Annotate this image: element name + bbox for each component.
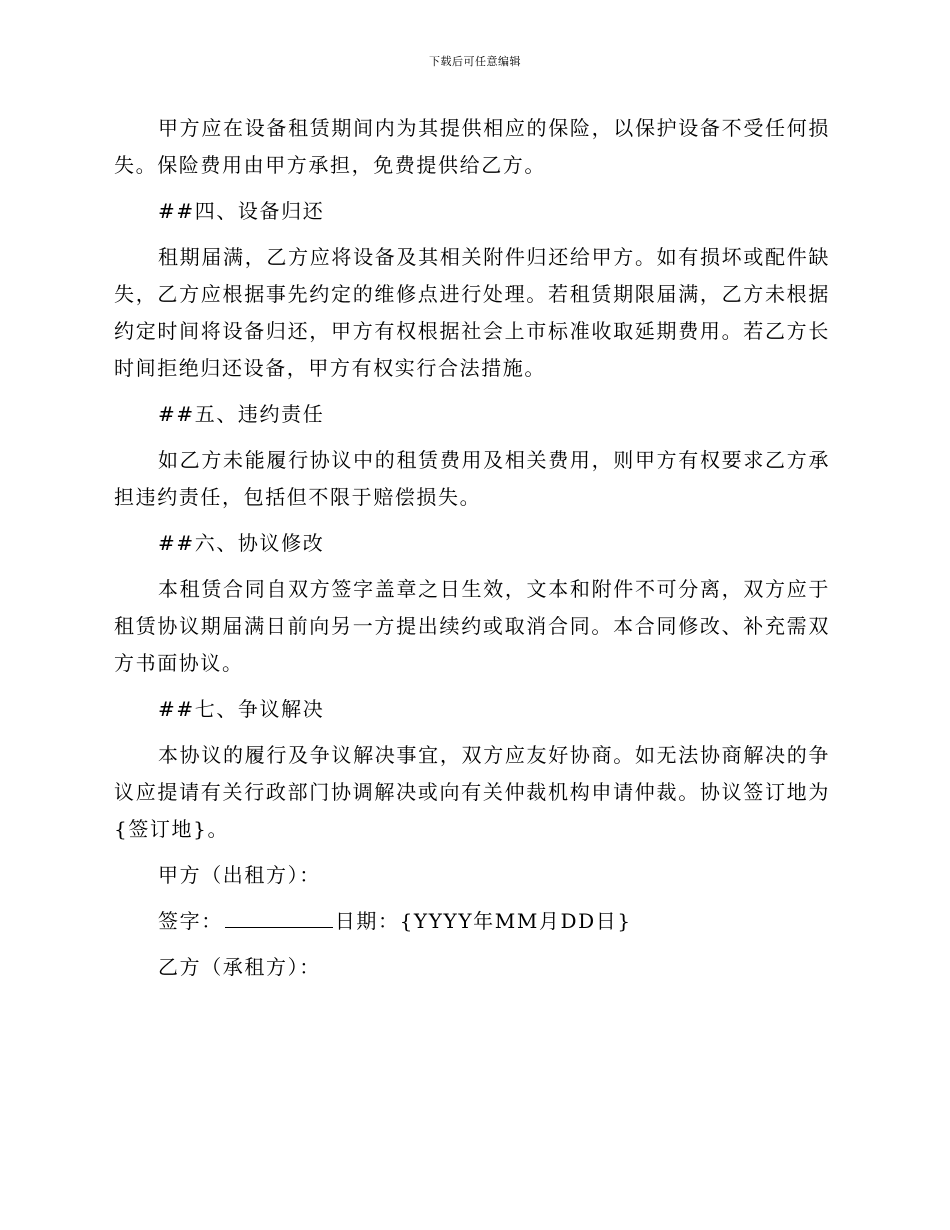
section-heading-agreement-modification: ##六、协议修改 xyxy=(158,531,325,555)
party-b-label: 乙方（承租方）： xyxy=(158,955,321,979)
section-heading-dispute-resolution: ##七、争议解决 xyxy=(158,697,325,721)
section-heading-equipment-return: ##四、设备归还 xyxy=(158,199,325,223)
paragraph-insurance: 甲方应在设备租赁期间内为其提供相应的保险，以保护设备不受任何损失。保险费用由甲方承担，免费提供给乙方。 xyxy=(114,116,830,177)
section-heading-breach-liability: ##五、违约责任 xyxy=(158,402,325,426)
document-body xyxy=(114,110,830,995)
signature-blank-line xyxy=(225,905,333,928)
sign-label: 签字： xyxy=(158,909,223,933)
signature-date-line xyxy=(114,903,830,940)
paragraph-agreement-modification: 本租赁合同自双方签字盖章之日生效，文本和附件不可分离，双方应于租赁协议期届满日前向另一方提出续约或取消合同。本合同修改、补充需双方书面协议。 xyxy=(114,577,830,675)
date-label: 日期：{YYYY年MM月DD日} xyxy=(334,909,632,933)
paragraph-breach-liability: 如乙方未能履行协议中的租赁费用及相关费用，则甲方有权要求乙方承担违约责任，包括但不限于赔偿损失。 xyxy=(114,448,830,509)
paragraph-equipment-return: 租期届满，乙方应将设备及其相关附件归还给甲方。如有损坏或配件缺失，乙方应根据事先约定的维修点进行处理。若租赁期限届满，乙方未根据约定时间将设备归还，甲方有权根据社会上市标准收取延期费用。若乙方长时间拒绝归还设备，甲方有权实行合法措施。 xyxy=(114,245,830,380)
party-a-label: 甲方（出租方）： xyxy=(158,863,321,887)
page-header-note: 下载后可任意编辑 xyxy=(429,55,521,68)
paragraph-dispute-resolution: 本协议的履行及争议解决事宜，双方应友好协商。如无法协商解决的争议应提请有关行政部门协调解决或向有关仲裁机构申请仲裁。协议签订地为{签订地}。 xyxy=(114,743,830,841)
